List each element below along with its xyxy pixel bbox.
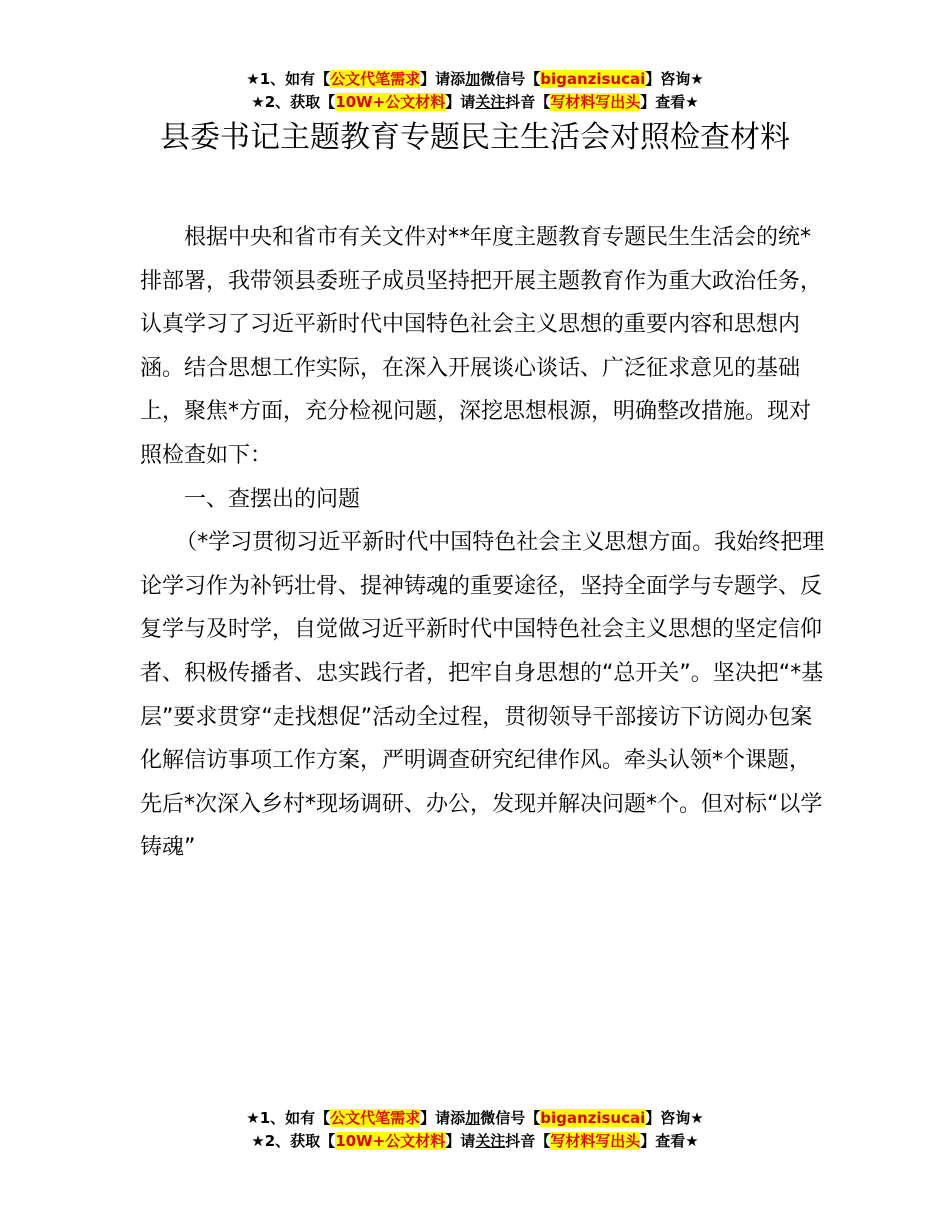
banner-line-2 <box>0 1130 950 1153</box>
banner-line-1 <box>0 1107 950 1130</box>
banner-text: 微信号【 <box>480 70 541 88</box>
banner-text: 】查看★ <box>640 93 699 111</box>
banner-text: ★2、获取【 <box>251 93 336 111</box>
banner-text: 】请添 <box>420 1109 466 1127</box>
banner-text: ★1、如有【 <box>246 1109 331 1127</box>
banner-highlight: 公文代笔需求 <box>330 70 421 88</box>
banner-highlight: 写材料写出头 <box>550 1132 641 1150</box>
banner-text: 】咨询★ <box>645 70 704 88</box>
banner-underline: 关注 <box>475 93 506 111</box>
banner-underline: 加 <box>465 70 481 88</box>
banner-text: 】请 <box>445 1132 476 1150</box>
banner-line-1 <box>0 68 950 91</box>
banner-text: 】请 <box>445 93 476 111</box>
document-body <box>140 216 830 870</box>
banner-underline: 关注 <box>475 1132 506 1150</box>
banner-line-2 <box>0 91 950 114</box>
intro-paragraph: 根据中央和省市有关文件对**年度主题教育专题民生生活会的统*排部署，我带领县委班子成员坚持把开展主题教育作为重大政治任务，认真学习了习近平新时代中国特色社会主义思想的重要内容和思想内涵。结合思想工作实际，在深入开展谈心谈话、广泛征求意见的基础上，聚焦*方面，充分检视问题，深挖思想根源，明确整改措施。现对照检查如下： <box>140 225 823 468</box>
banner-text: ★2、获取【 <box>251 1132 336 1150</box>
banner-highlight: 公文代笔需求 <box>330 1109 421 1127</box>
banner-highlight: biganzisucai <box>540 1109 646 1127</box>
banner-text: 抖音【 <box>505 93 551 111</box>
banner-text: ★1、如有【 <box>246 70 331 88</box>
banner-underline: 加 <box>465 1109 481 1127</box>
banner-highlight: 10W+公文材料 <box>335 1132 446 1150</box>
body-paragraph: （*学习贯彻习近平新时代中国特色社会主义思想方面。我始终把理论学习作为补钙壮骨、提神铸魂的重要途径，坚持全面学与专题学、反复学与及时学，自觉做习近平新时代中国特色社会主义思想的坚定信仰者、积极传播者、忠实践行者，把牢自身思想的“总开关”。坚决把“*基层”要求贯穿“走找想促”活动全过程，贯彻领导干部接访下访阅办包案化解信访事项工作方案，严明调查研究纪律作风。牵头认领*个课题，先后*次深入乡村*现场调研、办公，发现并解决问题*个。但对标“以学铸魂” <box>140 530 825 861</box>
banner-text: 】请添 <box>420 70 466 88</box>
header-banner <box>0 68 950 114</box>
banner-text: 】咨询★ <box>645 1109 704 1127</box>
banner-highlight: biganzisucai <box>540 70 646 88</box>
banner-highlight: 10W+公文材料 <box>335 93 446 111</box>
banner-text: 】查看★ <box>640 1132 699 1150</box>
banner-highlight: 写材料写出头 <box>550 93 641 111</box>
footer-banner <box>0 1107 950 1153</box>
document-title: 县委书记主题教育专题民主生活会对照检查材料 <box>160 120 790 155</box>
banner-text: 抖音【 <box>505 1132 551 1150</box>
section-heading: 一、查摆出的问题 <box>184 486 361 512</box>
banner-text: 微信号【 <box>480 1109 541 1127</box>
